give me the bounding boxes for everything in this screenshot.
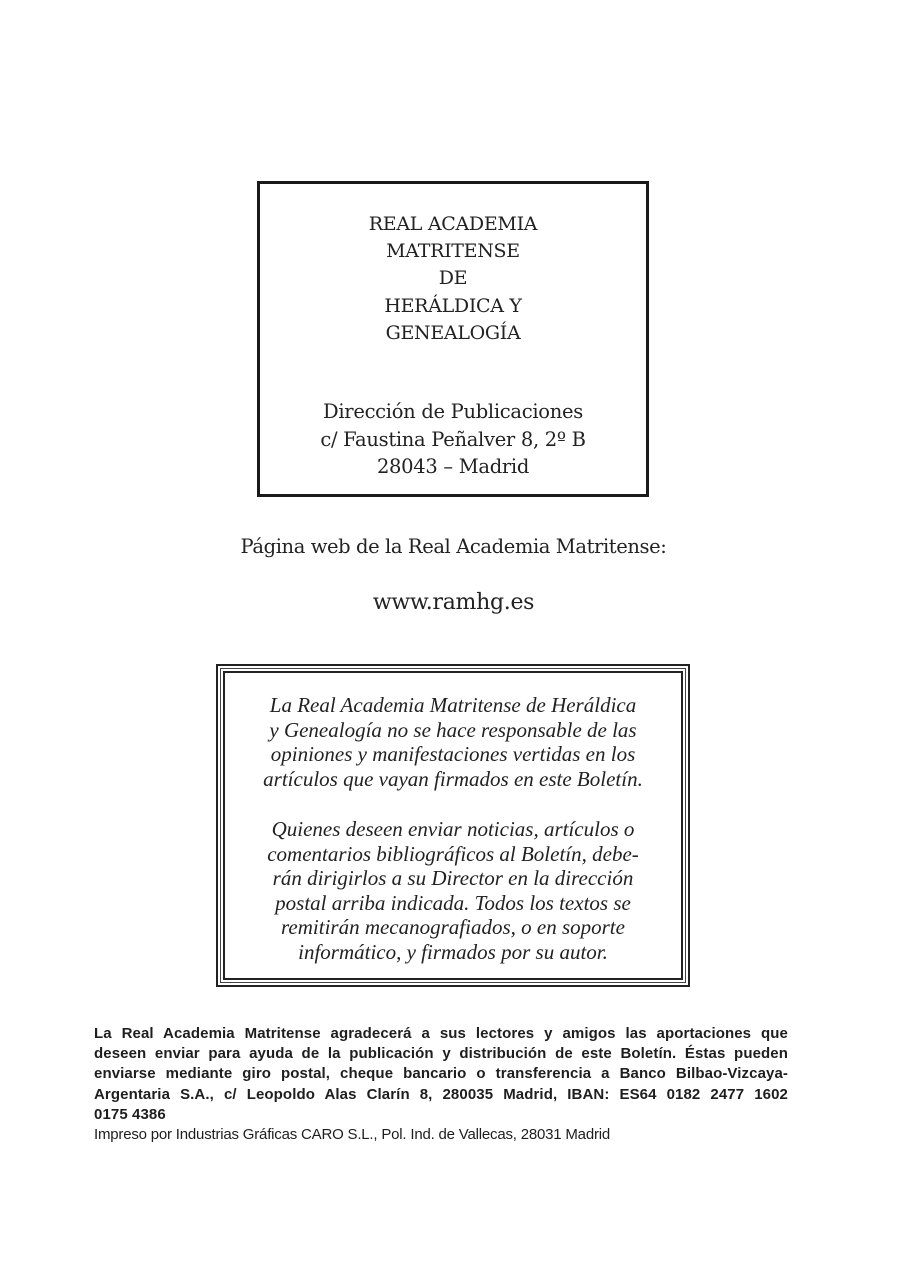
website-url[interactable]: www.ramhg.es [372,590,535,615]
footer [94,1024,788,1145]
donation-line: 0175 4386 [94,1105,166,1123]
donation-line: La Real Academia Matritense agradecerá a sus lectores y amigos las aportaciones que [94,1025,788,1042]
submission-instructions-paragraph [238,817,668,965]
donation-notice [94,1024,788,1125]
instructions-line: comentarios bibliográficos al Boletín, debe- [267,841,639,866]
disclaimer-line: artículos que vayan firmados en este Boletín. [263,766,643,791]
instructions-line: Quienes deseen enviar noticias, artículos o [271,817,635,841]
donation-line: Argentaria S.A., c/ Leopoldo Alas Clarín 8, 280035 Madrid, IBAN: ES64 0182 2477 1602 [94,1085,788,1103]
address-box [257,181,649,497]
website-label: Página web de la Real Academia Matritense: [240,535,667,558]
org-name-line: GENEALOGÍA [385,321,521,344]
postal-address [260,398,646,481]
donation-line: deseen enviar para ayuda de la publicación y distribución de este Boletín. Éstas pueden [94,1045,788,1063]
address-line: c/ Faustina Peñalver 8, 2º B [320,427,586,451]
org-name-line: MATRITENSE [386,240,520,263]
address-line: 28043 – Madrid [376,455,530,478]
org-name-line: HERÁLDICA Y [384,294,522,317]
org-name-line: DE [438,267,468,290]
instructions-line: informático, y firmados por su autor. [298,939,608,964]
disclaimer-line: y Genealogía no se hace responsable de las [269,717,637,742]
instructions-line: remitirán mecanografiados, o en soporte [281,915,625,940]
donation-line: enviarse mediante giro postal, cheque bancario o transferencia a Banco Bilbao-Vizcaya- [94,1065,788,1083]
instructions-line: rán dirigirlos a su Director en la dirección [272,866,634,891]
organization-name [260,211,646,347]
instructions-line: postal arriba indicada. Todos los textos se [275,890,631,915]
disclaimer-paragraph [238,693,668,791]
disclaimer-line: opiniones y manifestaciones vertidas en los [270,742,636,767]
address-line: Dirección de Publicaciones [323,400,583,423]
org-name-line: REAL ACADEMIA [368,213,538,235]
disclaimer-box [216,664,690,987]
disclaimer-line: La Real Academia Matritense de Heráldica [269,693,637,717]
printer-credit: Impreso por Industrias Gráficas CARO S.L., Pol. Ind. de Vallecas, 28031 Madrid [94,1126,611,1144]
